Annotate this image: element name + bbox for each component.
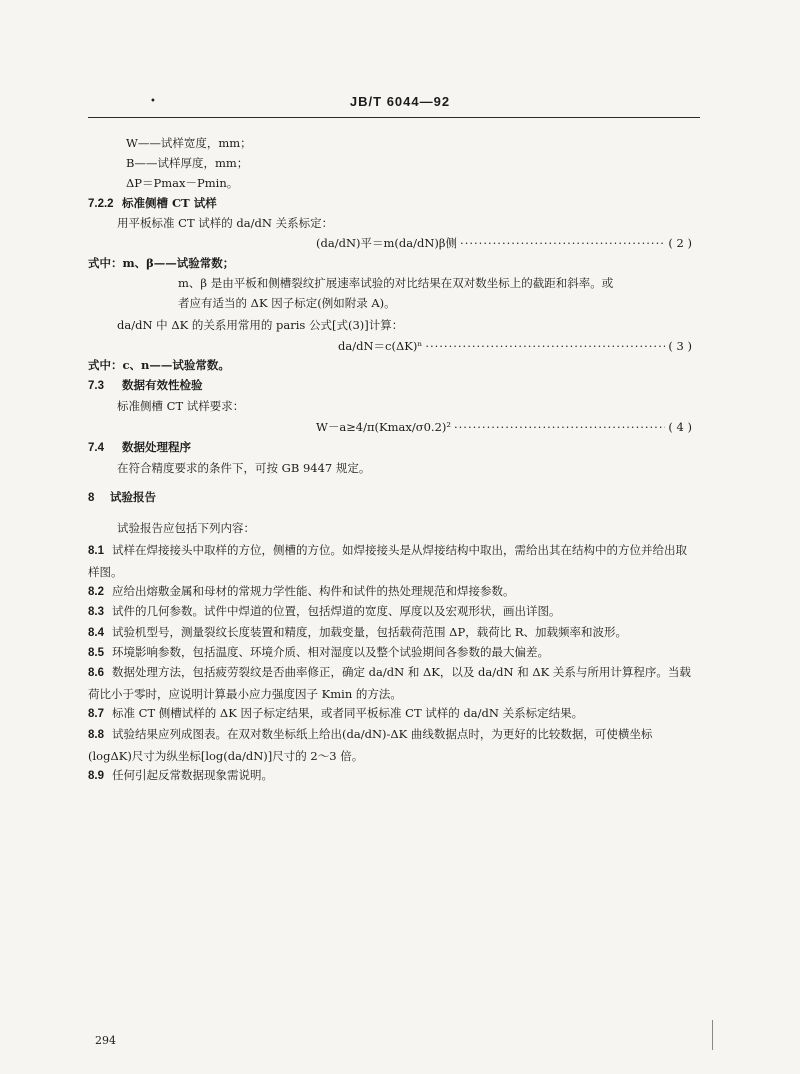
page-number: 294 <box>95 1034 116 1047</box>
scan-mark <box>712 1020 713 1050</box>
report-item <box>88 703 696 725</box>
report-item <box>88 724 696 767</box>
equation-formula: da/dN＝c(ΔK)ⁿ <box>338 339 423 353</box>
report-item <box>88 662 696 705</box>
calibration-text: 用平板标准 CT 试样的 da/dN 关系标定： <box>117 216 334 230</box>
section-7-2-2 <box>88 196 217 212</box>
item-text: 试件的几何参数。试件中焊道的位置，包括焊道的宽度、厚度以及宏观形状，画出详图。 <box>112 604 561 618</box>
equation-label: ( 2 ) <box>668 236 692 250</box>
section-title: 数据有效性检验 <box>122 378 203 392</box>
equation-label: ( 3 ) <box>668 339 692 353</box>
item-number: 8.5 <box>88 647 104 659</box>
section-number: 7.4 <box>88 442 104 454</box>
section-7-3 <box>88 378 203 394</box>
equation-label: ( 4 ) <box>668 420 692 434</box>
section-title: 数据处理程序 <box>122 440 191 454</box>
item-text: 试验结果应列成图表。在双对数坐标纸上给出(da/dN)-ΔK 曲线数据点时，为更好的比较数据，可使横坐标(logΔK)尺寸为纵坐标[log(da/dN)]尺寸的 2～3 倍。 <box>88 727 653 763</box>
equation-3 <box>316 339 692 354</box>
item-number: 8.3 <box>88 606 104 618</box>
doc-header: JB/T 6044—92 <box>349 94 451 109</box>
section-title: 试验报告 <box>110 490 156 504</box>
section-7-4 <box>88 440 191 456</box>
item-text: 试样在焊接接头中取样的方位，侧槽的方位。如焊接接头是从焊接结构中取出，需给出其在结构中的方位并给出取样图。 <box>88 543 687 579</box>
section-number: 8 <box>88 492 95 504</box>
report-item <box>88 765 696 787</box>
processing-text: 在符合精度要求的条件下，可按 GB 9447 规定。 <box>117 461 371 475</box>
section-number: 7.2.2 <box>88 198 114 210</box>
item-number: 8.2 <box>88 586 104 598</box>
item-number: 8.8 <box>88 729 104 741</box>
item-text: 任何引起反常数据现象需说明。 <box>112 768 273 782</box>
report-item <box>88 540 696 583</box>
where-clause-1-cont: m、β 是由平板和侧槽裂纹扩展速率试验的对比结果在双对数坐标上的截距和斜率。或 <box>178 276 614 290</box>
equation-4 <box>316 420 692 435</box>
leader-dots <box>425 339 665 354</box>
item-text: 环境影响参数，包括温度、环境介质、相对湿度以及整个试验期间各参数的最大偏差。 <box>112 645 549 659</box>
item-number: 8.9 <box>88 770 104 782</box>
def-width: W——试样宽度，mm； <box>126 136 252 150</box>
def-delta-p: ΔP＝Pmax－Pmin。 <box>126 176 239 190</box>
report-item <box>88 581 696 603</box>
item-number: 8.6 <box>88 667 104 679</box>
section-number: 7.3 <box>88 380 104 392</box>
item-number: 8.1 <box>88 545 104 557</box>
item-text: 数据处理方法，包括疲劳裂纹是否曲率修正，确定 da/dN 和 ΔK，以及 da/dN 和 ΔK 关系与所用计算程序。当载荷比小于零时，应说明计算最小应力强度因子 Kmin 的方法。 <box>88 665 691 701</box>
item-text: 试验机型号，测量裂纹长度装置和精度，加载变量，包括载荷范围 ΔP，载荷比 R、加载频率和波形。 <box>112 625 628 639</box>
paris-text: da/dN 中 ΔK 的关系用常用的 paris 公式[式(3)]计算： <box>117 318 404 332</box>
where-clause-1-cont2: 者应有适当的 ΔK 因子标定(例如附录 A)。 <box>178 296 396 310</box>
equation-2 <box>316 236 692 251</box>
def-thickness: B——试样厚度，mm； <box>126 156 249 170</box>
where-clause-2: 式中：c、n——试验常数。 <box>88 358 230 372</box>
validity-text: 标准侧槽 CT 试样要求： <box>117 399 245 413</box>
header-rule <box>88 117 700 118</box>
leader-dots <box>460 236 665 251</box>
section-title: 标准侧槽 CT 试样 <box>122 196 217 210</box>
item-number: 8.4 <box>88 627 104 639</box>
report-intro: 试验报告应包括下列内容： <box>117 521 255 535</box>
item-text: 标准 CT 侧槽试样的 ΔK 因子标定结果，或者同平板标准 CT 试样的 da/dN 关系标定结果。 <box>112 706 584 720</box>
leader-dots <box>454 420 665 435</box>
section-8 <box>88 490 156 506</box>
equation-formula: W－a≥4/π(Kmax/σ0.2)² <box>316 420 451 434</box>
item-text: 应给出熔敷金属和母材的常规力学性能、构件和试件的热处理规范和焊接参数。 <box>112 584 515 598</box>
equation-formula: (da/dN)平＝m(da/dN)β侧 <box>316 236 458 250</box>
report-item <box>88 601 696 623</box>
where-clause-1: 式中：m、β——试验常数； <box>88 256 235 270</box>
header-dot: • <box>150 96 156 107</box>
item-number: 8.7 <box>88 708 104 720</box>
report-item <box>88 642 696 664</box>
report-item <box>88 622 696 644</box>
